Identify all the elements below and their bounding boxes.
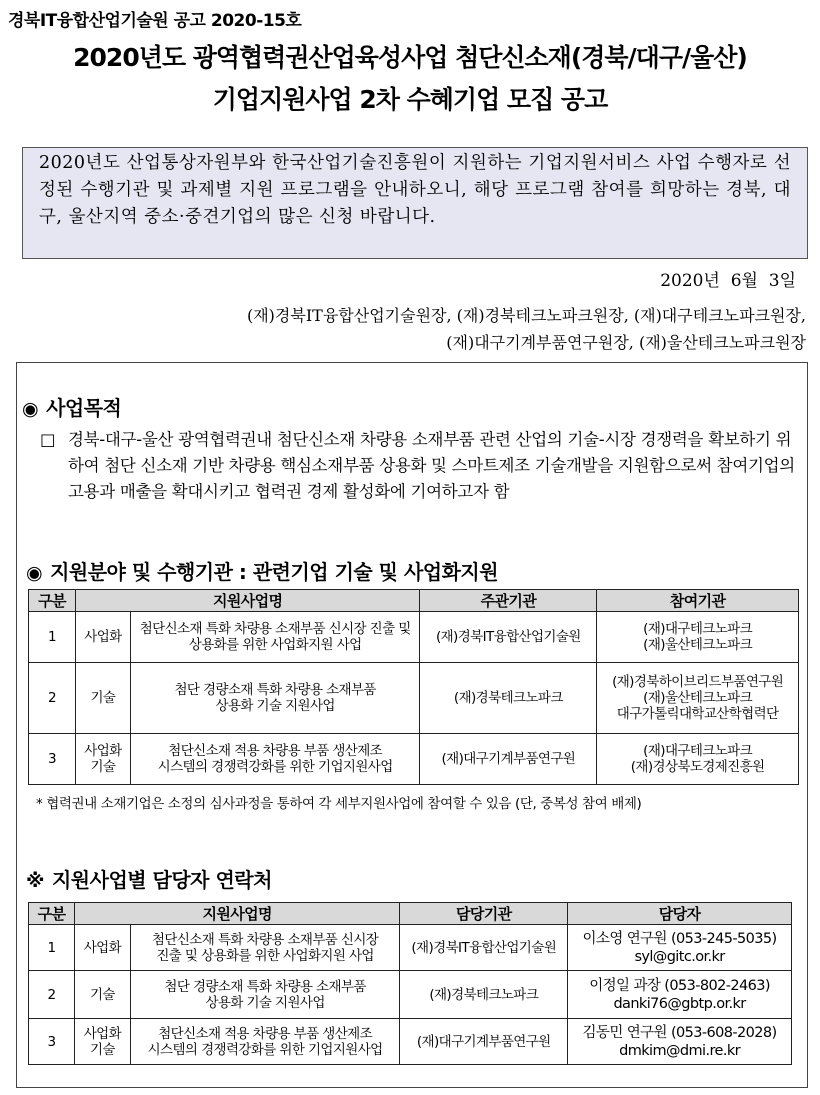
- issuing-organizations: [16, 302, 806, 356]
- lead-agency: (재)경북테크노파크: [420, 663, 597, 734]
- purpose-paragraph: [40, 427, 800, 505]
- table-row: [29, 925, 792, 971]
- square-bullet-icon: □: [40, 430, 56, 449]
- row-number: 3: [29, 734, 76, 785]
- program-name: 첨단신소재 특화 차량용 소재부품 신시장 진출 및 상용화를 위한 사업화지원 사업: [130, 612, 420, 663]
- fisheye-bullet-icon: ◉: [26, 562, 43, 584]
- row-number: 1: [29, 925, 75, 971]
- lead-agency: (재)경북IT융합산업기술원: [420, 612, 597, 663]
- row-number: 2: [29, 971, 75, 1019]
- notice-date: 2020년 6월 3일: [660, 271, 796, 291]
- col-header: 참여기관: [597, 590, 799, 612]
- row-number: 2: [29, 663, 76, 734]
- col-header: 구분: [29, 903, 75, 925]
- program-name: 첨단신소재 적용 차량용 부품 생산제조 시스템의 경쟁력강화를 위한 기업지원사업: [130, 734, 420, 785]
- col-header: 담당자: [568, 903, 792, 925]
- support-type: 사업화: [75, 612, 130, 663]
- col-header: 지원사업명: [74, 903, 399, 925]
- col-header: 담당기관: [400, 903, 568, 925]
- reference-mark-icon: ※: [26, 870, 44, 892]
- support-type: 사업화 기술: [74, 1019, 130, 1065]
- support-type: 기술: [75, 663, 130, 734]
- purpose-text: 경북-대구-울산 광역협력권내 첨단신소재 차량용 소재부품 관련 산업의 기술-시장 경쟁력을 확보하기 위하여 첨단 신소재 기반 차량용 핵심소재부품 상용화 및 스마트제조 기술개발을 지원함으로써 참여기업의 고용과 매출을 확대시키고 협력권 경제 활성화에 기여하고자 함: [68, 430, 795, 501]
- program-name: 첨단 경량소재 특화 차량용 소재부품 상용화 기술 지원사업: [130, 663, 420, 734]
- support-type: 기술: [74, 971, 130, 1019]
- managing-agency: (재)대구기계부품연구원: [400, 1019, 568, 1065]
- section-title: 지원사업별 담당자 연락처: [51, 868, 272, 892]
- section-contacts-heading: [26, 864, 272, 893]
- col-header: 구분: [29, 590, 76, 612]
- row-number: 3: [29, 1019, 75, 1065]
- lead-agency: (재)대구기계부품연구원: [420, 734, 597, 785]
- table-row: [29, 971, 792, 1019]
- section-purpose-heading: [22, 392, 121, 421]
- row-number: 1: [29, 612, 76, 663]
- table-header-row: [29, 903, 792, 925]
- partner-agencies: (재)대구테크노파크 (재)울산테크노파크: [597, 612, 799, 663]
- col-header: 지원사업명: [75, 590, 420, 612]
- table-footnote: * 협력권내 소재기업은 소정의 심사과정을 통하여 각 세부지원사업에 참여할 수 있음 (단, 중복성 참여 배제): [36, 796, 642, 812]
- partner-agencies: (재)대구테크노파크 (재)경상북도경제진흥원: [597, 734, 799, 785]
- partner-agencies: (재)경북하이브리드부품연구원 (재)울산테크노파크 대구가톨릭대학교산학협력단: [597, 663, 799, 734]
- fisheye-bullet-icon: ◉: [22, 398, 39, 420]
- contact-person: 이소영 연구원 (053-245-5035) syl@gitc.or.kr: [568, 925, 792, 971]
- col-header: 주관기관: [420, 590, 597, 612]
- contacts-table: [28, 902, 792, 1065]
- table-row: [29, 1019, 792, 1065]
- program-name: 첨단 경량소재 특화 차량용 소재부품 상용화 기술 지원사업: [130, 971, 400, 1019]
- table-row: [29, 612, 799, 663]
- contact-person: 이정일 과장 (053-802-2463) danki76@gbtp.or.kr: [568, 971, 792, 1019]
- title-line-1: 2020년도 광역협력권산업육성사업 첨단신소재(경북/대구/울산): [73, 43, 747, 72]
- program-name: 첨단신소재 적용 차량용 부품 생산제조 시스템의 경쟁력강화를 위한 기업지원사업: [130, 1019, 400, 1065]
- table-header-row: [29, 590, 799, 612]
- support-type: 사업화: [74, 925, 130, 971]
- section-support-heading: [26, 556, 498, 585]
- orgs-line-1: (재)경북IT융합산업기술원장, (재)경북테크노파크원장, (재)대구테크노파크원장,: [246, 306, 806, 325]
- program-name: 첨단신소재 특화 차량용 소재부품 신시장 진출 및 상용화를 위한 사업화지원 사업: [130, 925, 400, 971]
- contact-person: 김동민 연구원 (053-608-2028) dmkim@dmi.re.kr: [568, 1019, 792, 1065]
- managing-agency: (재)경북테크노파크: [400, 971, 568, 1019]
- section-title: 사업목적: [46, 396, 122, 420]
- intro-box: 2020년도 산업통상자원부와 한국산업기술진흥원이 지원하는 기업지원서비스 사업 수행자로 선정된 수행기관 및 과제별 지원 프로그램을 안내하오니, 해당 프로그램 참여를 희망하는 경북, 대구, 울산지역 중소·중견기업의 많은 신청 바랍니다.: [22, 147, 808, 259]
- managing-agency: (재)경북IT융합산업기술원: [400, 925, 568, 971]
- support-programs-table: [28, 589, 799, 785]
- orgs-line-2: (재)대구기계부품연구원장, (재)울산테크노파크원장: [446, 333, 806, 352]
- title-line-2: 기업지원사업 2차 수혜기업 모집 공고: [212, 85, 608, 114]
- support-type: 사업화 기술: [75, 734, 130, 785]
- section-title: 지원분야 및 수행기관 : 관련기업 기술 및 사업화지원: [50, 560, 499, 584]
- table-row: [29, 663, 799, 734]
- notice-number: 경북IT융합산업기술원 공고 2020-15호: [8, 11, 302, 31]
- table-row: [29, 734, 799, 785]
